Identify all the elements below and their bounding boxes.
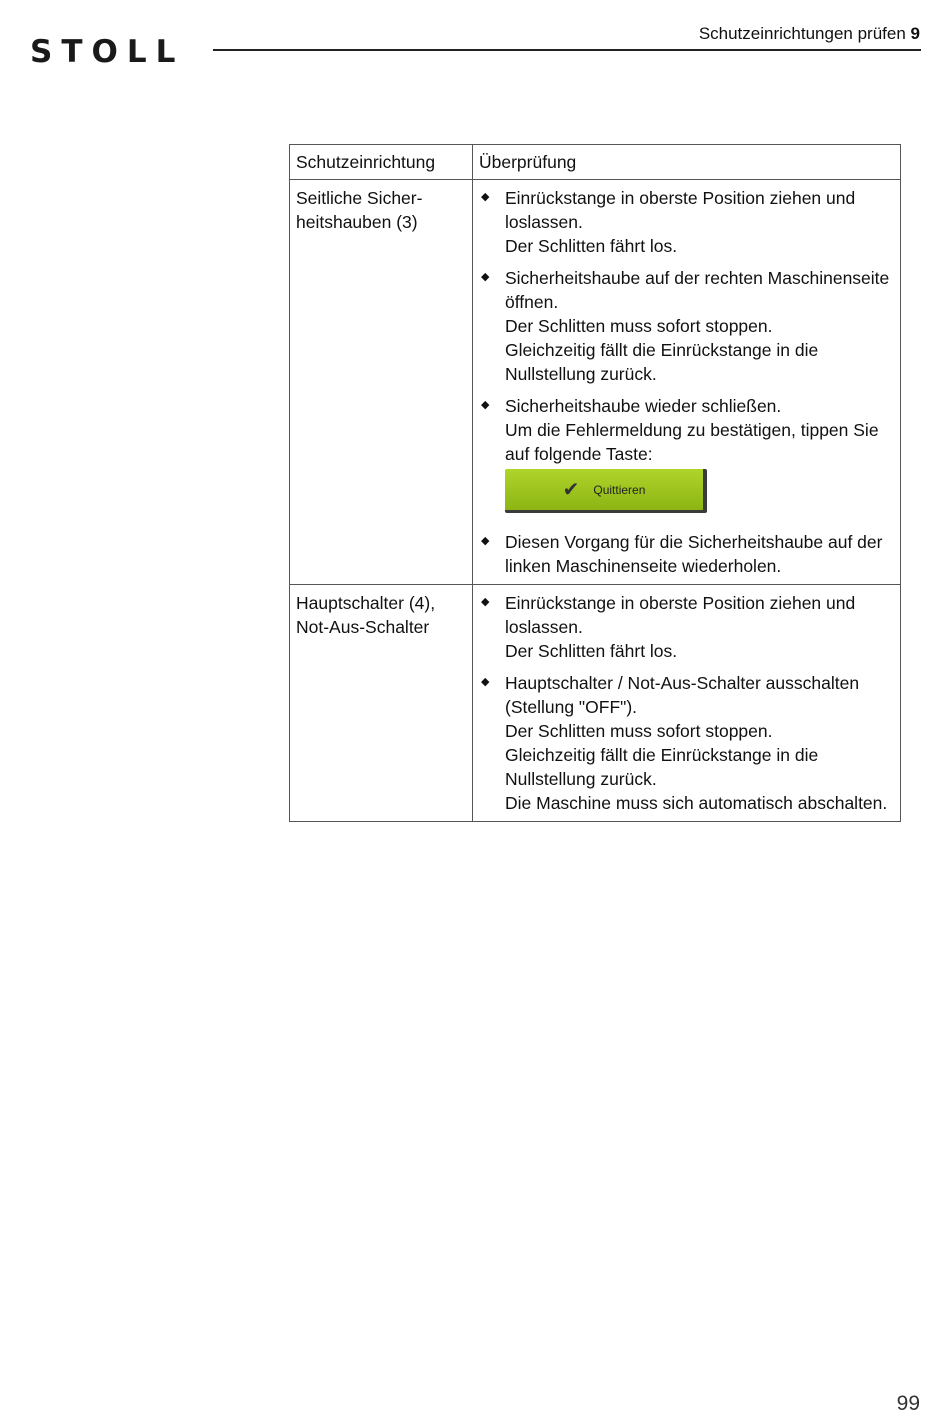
step-line: Sicherheitshaube auf der rechten Maschinenseite öffnen. (505, 268, 890, 312)
step-item (479, 530, 892, 578)
diamond-bullet-icon: ◆ (481, 271, 490, 283)
device-cell (290, 585, 473, 822)
step-item (479, 591, 892, 663)
stoll-logo: STOLL (30, 34, 185, 70)
header-check: Überprüfung (473, 145, 901, 180)
step-list (479, 591, 892, 815)
check-cell (473, 585, 901, 822)
diamond-bullet-icon: ◆ (481, 535, 490, 547)
device-name: Seitliche Sicher- heitshauben (3) (296, 188, 423, 232)
step-line: Der Schlitten fährt los. (505, 236, 678, 256)
diamond-bullet-icon: ◆ (481, 596, 490, 608)
table-row-side-hoods (290, 180, 901, 585)
page-number: 99 (896, 1392, 920, 1415)
step-line: Der Schlitten muss sofort stoppen. (505, 316, 773, 336)
diamond-bullet-icon: ◆ (481, 399, 490, 411)
quittieren-button[interactable] (505, 469, 707, 513)
step-line: Hauptschalter / Not-Aus-Schalter ausschalten (Stellung "OFF"). (505, 673, 860, 717)
table-header-row (290, 145, 901, 180)
header-device: Schutzeinrichtung (290, 145, 473, 180)
step-line: Der Schlitten fährt los. (505, 641, 678, 661)
diamond-bullet-icon: ◆ (481, 676, 490, 688)
check-cell (473, 180, 901, 585)
step-line: Um die Fehlermeldung zu bestätigen, tippen Sie auf folgende Taste: (505, 420, 879, 464)
step-line: Gleichzeitig fällt die Einrückstange in die Nullstellung zurück. (505, 340, 819, 384)
table-row-main-switch (290, 585, 901, 822)
quittieren-label: Quittieren (593, 482, 646, 497)
header-rule (213, 49, 921, 51)
step-line: Gleichzeitig fällt die Einrückstange in die Nullstellung zurück. (505, 745, 819, 789)
step-item (479, 394, 892, 513)
step-line: Einrückstange in oberste Position ziehen und loslassen. (505, 188, 856, 232)
step-line: Diesen Vorgang für die Sicherheitshaube auf der linken Maschinenseite wiederholen. (505, 532, 883, 576)
step-line: Einrückstange in oberste Position ziehen und loslassen. (505, 593, 856, 637)
device-cell (290, 180, 473, 585)
step-line: Die Maschine muss sich automatisch abschalten. (505, 793, 888, 813)
step-list (479, 186, 892, 578)
step-item (479, 266, 892, 386)
step-line: Der Schlitten muss sofort stoppen. (505, 721, 773, 741)
header-title-text: Schutzeinrichtungen prüfen (698, 24, 906, 43)
diamond-bullet-icon: ◆ (481, 191, 490, 203)
device-name: Hauptschalter (4), Not-Aus-Schalter (296, 593, 436, 637)
step-item (479, 671, 892, 815)
step-item (479, 186, 892, 258)
checkmark-icon: ✔ (562, 478, 580, 501)
safety-check-table (289, 144, 901, 822)
step-line: Sicherheitshaube wieder schließen. (505, 396, 782, 416)
running-header (699, 24, 920, 44)
chapter-number: 9 (910, 24, 920, 43)
